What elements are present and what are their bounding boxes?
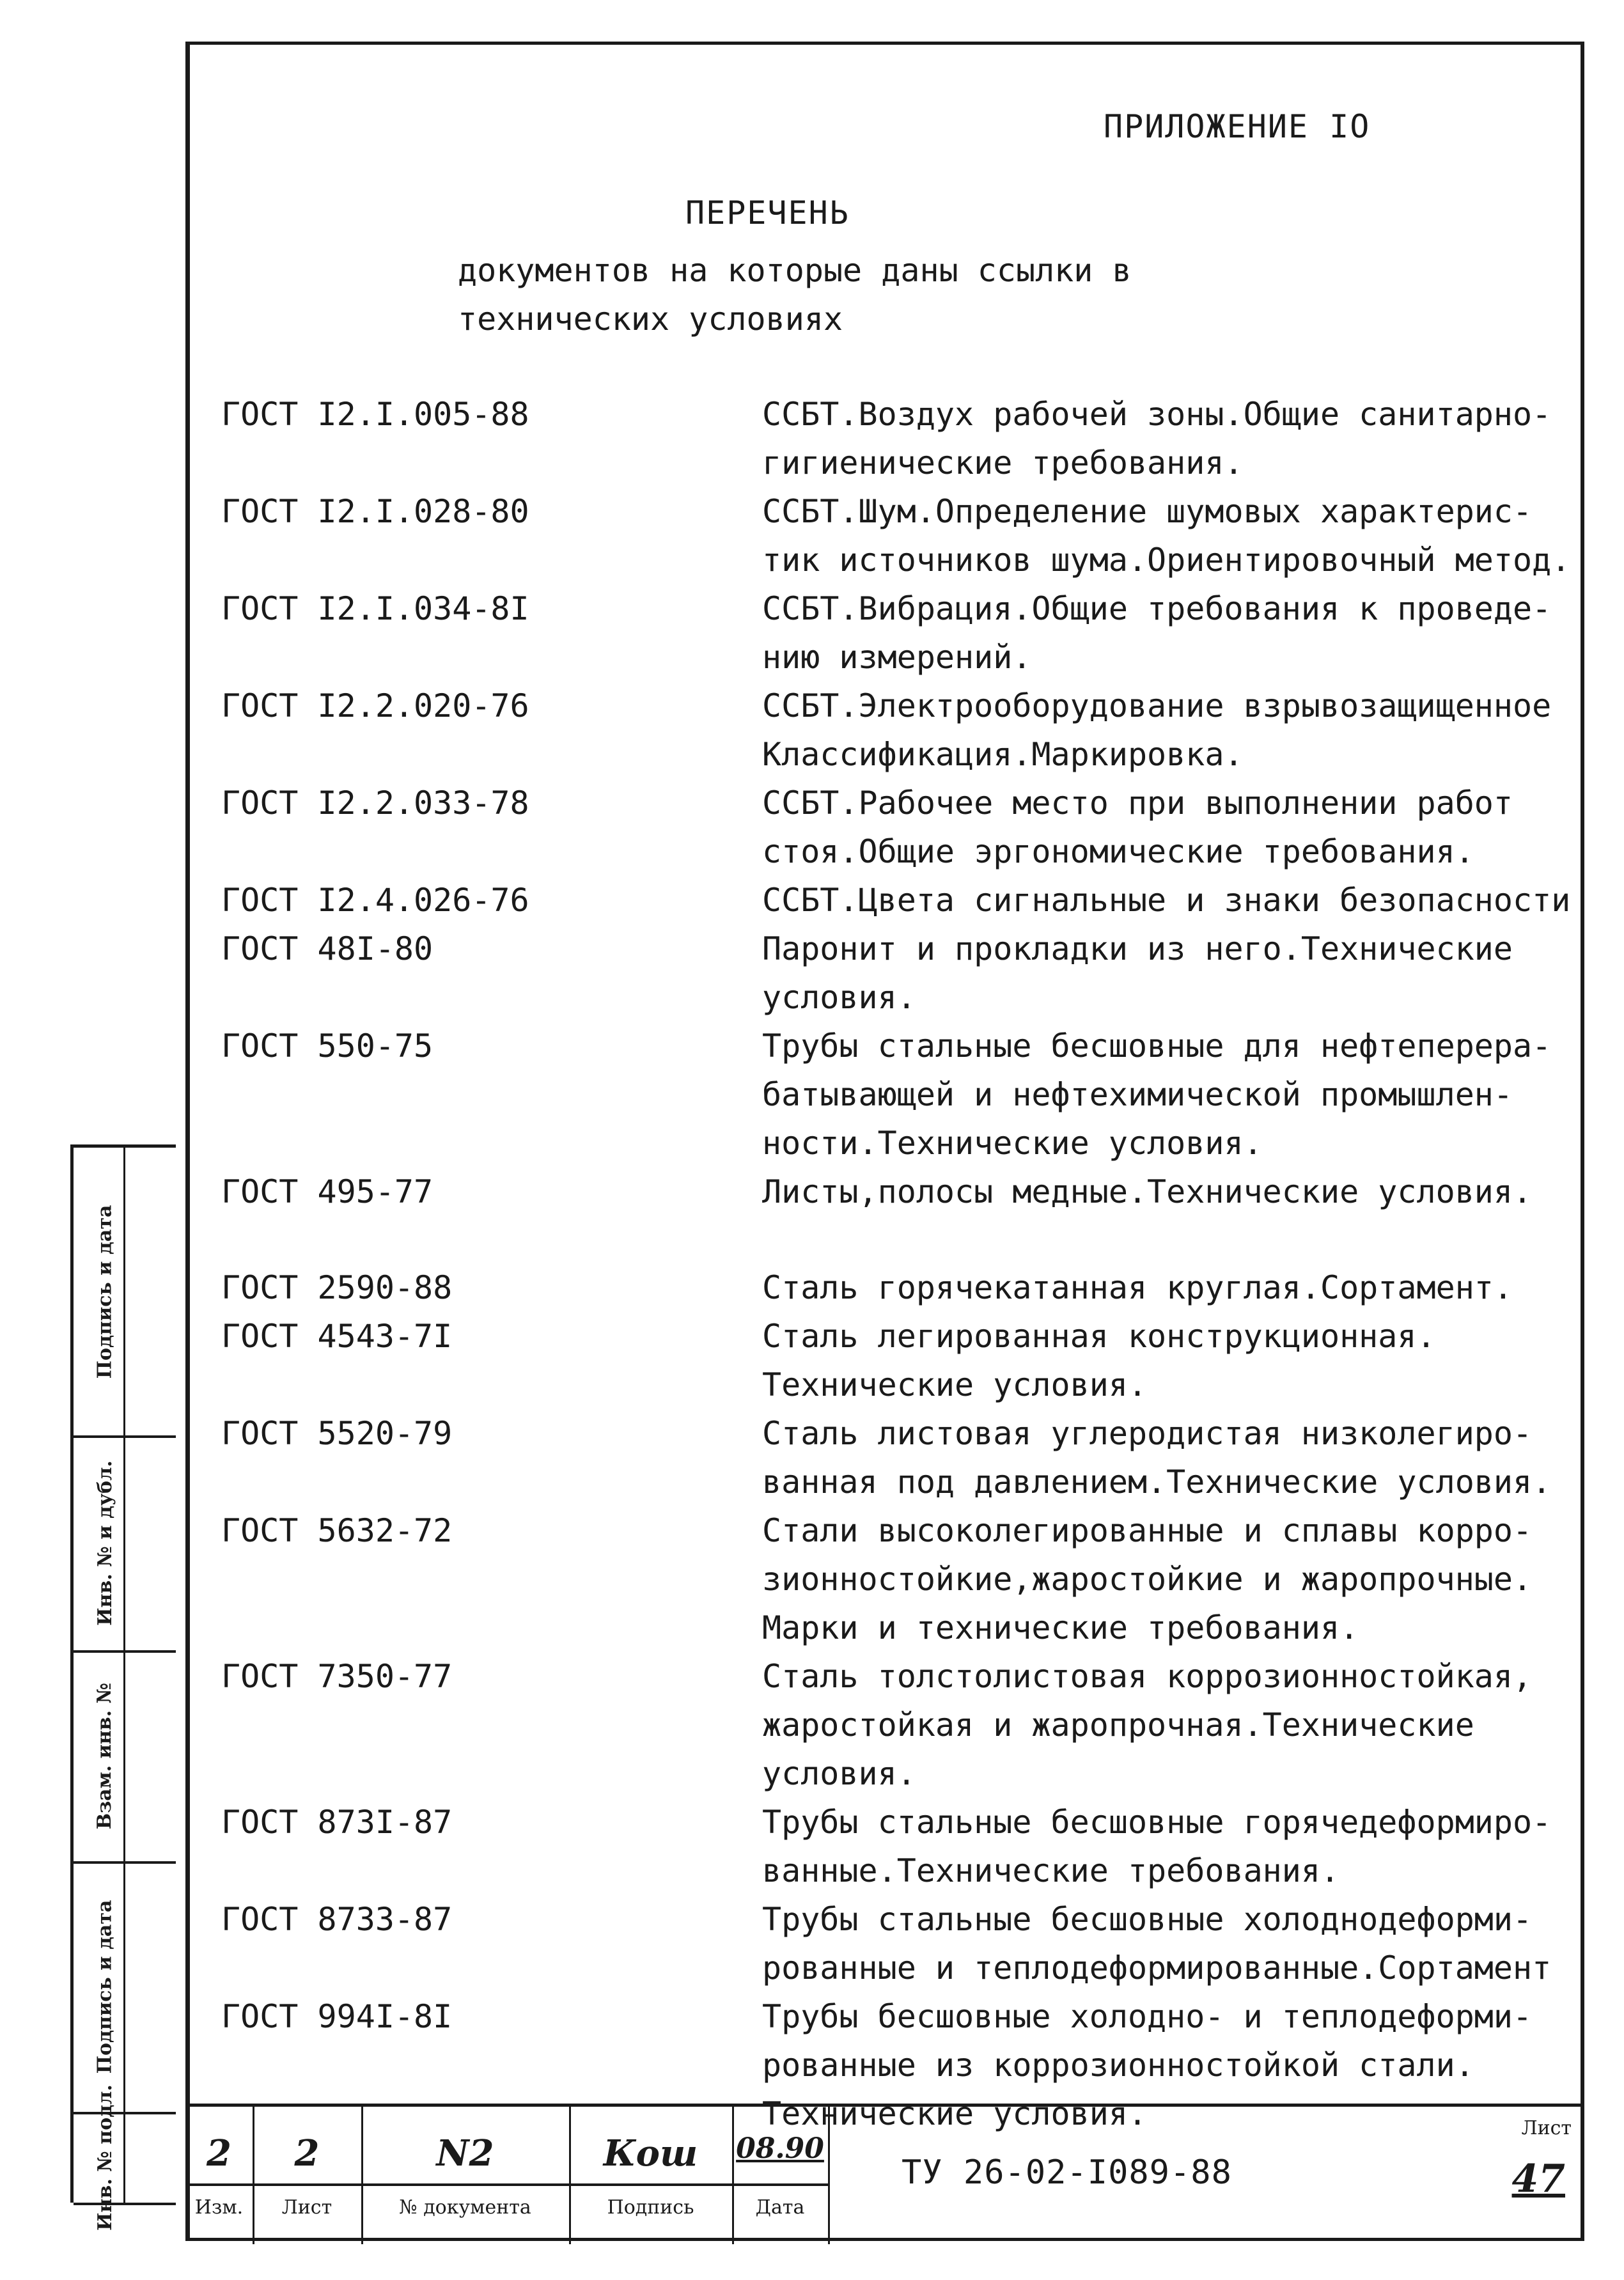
reference-row [221, 1798, 1577, 1895]
reference-row [221, 1895, 1577, 1992]
description-line: ССБТ.Воздух рабочей зоны.Общие санитарно- [762, 396, 1552, 433]
description-line: ССБТ.Цвета сигнальные и знаки безопасности [762, 882, 1571, 919]
list-subtitle [458, 246, 1132, 343]
cell-list [253, 2107, 363, 2244]
gost-description [762, 876, 1577, 925]
side-cell-signature-date-2 [74, 1861, 176, 2114]
description-line: Классификация.Маркировка. [762, 736, 1244, 773]
cell-izm [185, 2107, 254, 2244]
gost-code: ГОСТ 873I-87 [221, 1804, 453, 1841]
reference-row [221, 584, 1577, 682]
gost-description [762, 1895, 1577, 1992]
description-line: ности.Технические условия. [762, 1125, 1263, 1162]
description-line: ванные.Технические требования. [762, 1852, 1340, 1889]
side-label: Инв. № подл. [93, 2084, 116, 2231]
reference-row [221, 1506, 1577, 1652]
gost-code: ГОСТ I2.4.026-76 [221, 882, 529, 919]
list-value: 2 [294, 2132, 320, 2175]
reference-row [221, 1022, 1577, 1167]
appendix-heading: ПРИЛОЖЕНИЕ IO [1104, 108, 1371, 145]
description-line: Трубы стальные бесшовные холоднодеформи- [762, 1901, 1533, 1938]
gost-description [762, 1167, 1577, 1216]
description-line: гигиенические требования. [762, 444, 1244, 481]
list-label: Лист [281, 2196, 332, 2219]
gost-description [762, 1263, 1577, 1312]
doc-no-label: № документа [399, 2196, 531, 2219]
description-line: жаростойкая и жаропрочная.Технические [762, 1706, 1474, 1744]
description-line: Технические условия. [762, 2095, 1148, 2132]
gost-code: ГОСТ I2.2.033-78 [221, 785, 529, 822]
signature-label: Подпись [607, 2196, 694, 2219]
title-block [185, 2104, 1584, 2244]
reference-row [221, 925, 1577, 1022]
description-line: нию измерений. [762, 639, 1032, 676]
sheet-number: 47 [1511, 2157, 1565, 2201]
description-line: Сталь толстолистовая коррозионностойкая, [762, 1658, 1533, 1695]
document-code: ТУ 26-02-I089-88 [902, 2153, 1232, 2192]
subtitle-line-2: технических условиях [458, 301, 843, 338]
description-line: тик источников шума.Ориентировочный метод. [762, 542, 1571, 579]
izm-value: 2 [207, 2132, 231, 2175]
description-line: Листы,полосы медные.Технические условия. [762, 1173, 1533, 1210]
side-label: Подпись и дата [93, 1205, 116, 1378]
side-margin-table [70, 1144, 176, 2231]
gost-description [762, 390, 1577, 487]
gost-description [762, 487, 1577, 584]
reference-row [221, 1263, 1577, 1312]
description-line: ССБТ.Шум.Определение шумовых характерис- [762, 493, 1533, 530]
gost-code: ГОСТ 495-77 [221, 1173, 433, 1210]
gost-description [762, 1652, 1577, 1798]
gost-code: ГОСТ I2.I.005-88 [221, 396, 529, 433]
reference-row [221, 390, 1577, 487]
gost-code: ГОСТ 4543-7I [221, 1318, 453, 1355]
gost-description [762, 1409, 1577, 1506]
gost-description [762, 925, 1577, 1022]
reference-row [221, 682, 1577, 779]
side-label: Подпись и дата [93, 1900, 116, 2073]
gost-description [762, 779, 1577, 876]
side-label: Взам. инв. № [93, 1682, 116, 1829]
gost-code: ГОСТ 8733-87 [221, 1901, 453, 1938]
cell-date [732, 2107, 830, 2244]
description-line: батывающей и нефтехимической промышлен- [762, 1076, 1513, 1113]
description-line: Трубы стальные бесшовные для нефтеперера- [762, 1027, 1552, 1065]
sheet-label: Лист [1521, 2117, 1572, 2139]
description-line: Технические условия. [762, 1366, 1148, 1403]
subtitle-line-1: документов на которые даны ссылки в [458, 252, 1132, 289]
description-line: Сталь листовая углеродистая низколегиро- [762, 1415, 1533, 1452]
description-line: зионностойкие,жаростойкие и жаропрочные. [762, 1561, 1533, 1598]
reference-row [221, 1167, 1577, 1216]
gost-code: ГОСТ 5520-79 [221, 1415, 453, 1452]
gost-code: ГОСТ I2.2.020-76 [221, 687, 529, 724]
gost-description [762, 1506, 1577, 1652]
side-cell-signature-date-1 [74, 1148, 176, 1438]
gost-description [762, 1798, 1577, 1895]
gost-code: ГОСТ 2590-88 [221, 1269, 453, 1306]
gost-description [762, 584, 1577, 682]
gost-code: ГОСТ 994I-8I [221, 1998, 453, 2035]
list-title: ПЕРЕЧЕНЬ [685, 194, 850, 231]
side-cell-inv-dubl [74, 1435, 176, 1653]
reference-row [221, 779, 1577, 876]
description-line: ванная под давлением.Технические условия. [762, 1464, 1552, 1501]
reference-row [221, 1312, 1577, 1409]
description-line: Сталь легированная конструкционная. [762, 1318, 1436, 1355]
description-line: ССБТ.Вибрация.Общие требования к проведе- [762, 590, 1552, 627]
description-line: Сталь горячекатанная круглая.Сортамент. [762, 1269, 1513, 1306]
gost-code: ГОСТ 48I-80 [221, 930, 433, 967]
reference-list [221, 390, 1577, 2138]
izm-label: Изм. [194, 2196, 244, 2219]
gost-description [762, 682, 1577, 779]
reference-row [221, 487, 1577, 584]
date-value: 08.90 [736, 2132, 824, 2165]
row-spacer [221, 1216, 1577, 1263]
description-line: Трубы стальные бесшовные горячедеформиро- [762, 1804, 1552, 1841]
side-label: Инв. № и дубл. [93, 1460, 116, 1626]
cell-doc-no [361, 2107, 571, 2244]
doc-no-value: N2 [436, 2132, 494, 2175]
reference-row [221, 1652, 1577, 1798]
cell-signature [569, 2107, 734, 2244]
side-cell-vzam-inv [74, 1650, 176, 1864]
description-line: условия. [762, 979, 916, 1016]
description-line: ССБТ.Рабочее место при выполнении работ [762, 785, 1513, 822]
gost-code: ГОСТ 7350-77 [221, 1658, 453, 1695]
gost-code: ГОСТ 5632-72 [221, 1512, 453, 1549]
gost-description [762, 1312, 1577, 1409]
description-line: Марки и технические требования. [762, 1609, 1359, 1646]
description-line: ССБТ.Электрооборудование взрывозащищенное [762, 687, 1552, 724]
signature-value: Кош [603, 2132, 698, 2175]
description-line: стоя.Общие эргономические требования. [762, 833, 1474, 870]
description-line: Паронит и прокладки из него.Технические [762, 930, 1513, 967]
description-line: рованные из коррозионностойкой стали. [762, 2047, 1474, 2084]
description-line: Стали высоколегированные и сплавы корро- [762, 1512, 1533, 1549]
description-line: рованные и теплодеформированные.Сортамент [762, 1949, 1552, 1987]
side-cell-inv-podl [74, 2084, 176, 2231]
description-line: условия. [762, 1755, 916, 1792]
gost-description [762, 1022, 1577, 1167]
description-line: Трубы бесшовные холодно- и теплодеформи- [762, 1998, 1533, 2035]
gost-code: ГОСТ I2.I.028-80 [221, 493, 529, 530]
reference-row [221, 876, 1577, 925]
gost-code: ГОСТ 550-75 [221, 1027, 433, 1065]
gost-code: ГОСТ I2.I.034-8I [221, 590, 529, 627]
date-label: Дата [755, 2196, 805, 2219]
reference-row [221, 1409, 1577, 1506]
